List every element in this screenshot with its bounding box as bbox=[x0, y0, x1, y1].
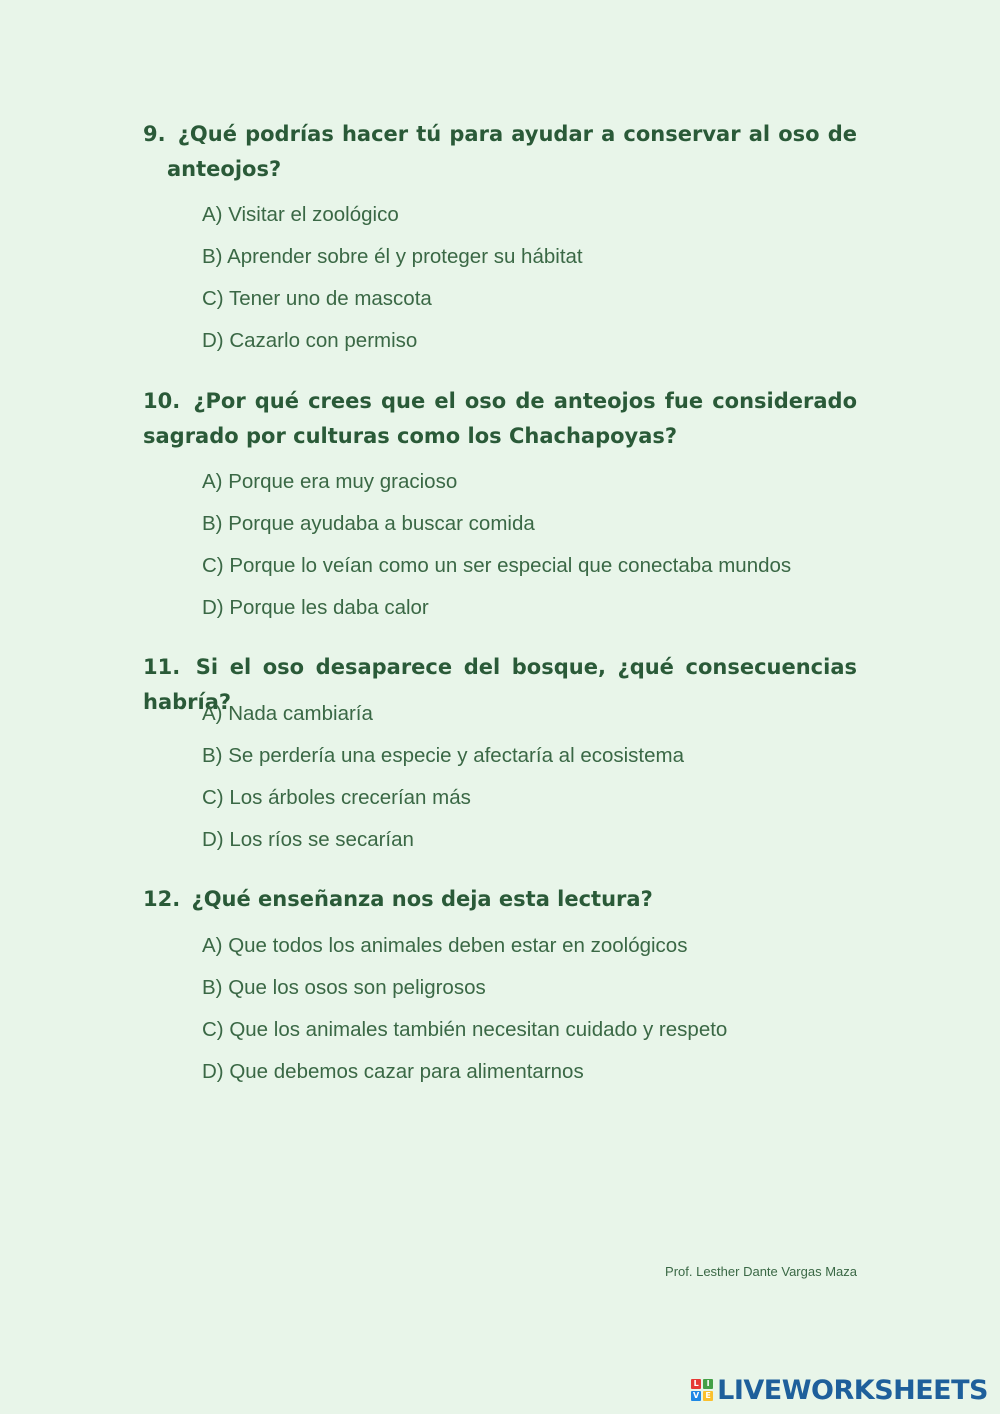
question-text: ¿Por qué crees que el oso de anteojos fue considerado sagrado por culturas como los Chachapoyas? bbox=[143, 389, 857, 448]
answer-option-b[interactable]: B) Porque ayudaba a buscar comida bbox=[202, 512, 535, 535]
answer-option-d[interactable]: D) Porque les daba calor bbox=[202, 596, 429, 619]
question-number: 11. bbox=[143, 655, 181, 679]
liveworksheets-brand[interactable] bbox=[691, 1374, 988, 1406]
answer-option-d[interactable]: D) Los ríos se secarían bbox=[202, 828, 414, 851]
question-number: 10. bbox=[143, 389, 181, 413]
answer-option-d[interactable]: D) Cazarlo con permiso bbox=[202, 329, 418, 352]
author-credit: Prof. Lesther Dante Vargas Maza bbox=[665, 1264, 857, 1279]
question-text: ¿Qué podrías hacer tú para ayudar a conservar al oso de anteojos? bbox=[167, 122, 857, 181]
answer-option-c[interactable]: C) Que los animales también necesitan cuidado y respeto bbox=[202, 1018, 728, 1041]
answer-options-10 bbox=[202, 469, 791, 637]
question-number: 12. bbox=[143, 887, 181, 911]
answer-option-b[interactable]: B) Se perdería una especie y afectaría al ecosistema bbox=[202, 744, 685, 767]
answer-option-a[interactable]: A) Porque era muy gracioso bbox=[202, 470, 458, 493]
logo-letter: I bbox=[703, 1379, 713, 1389]
answer-options-11 bbox=[202, 701, 684, 869]
question-number: 9. bbox=[143, 122, 166, 146]
answer-option-a[interactable]: A) Que todos los animales deben estar en zoológicos bbox=[202, 934, 688, 957]
answer-option-b[interactable]: B) Que los osos son peligrosos bbox=[202, 976, 486, 999]
answer-option-d[interactable]: D) Que debemos cazar para alimentarnos bbox=[202, 1060, 584, 1083]
liveworksheets-logo-icon bbox=[691, 1379, 713, 1401]
answer-options-12 bbox=[202, 933, 727, 1101]
answer-option-c[interactable]: C) Tener uno de mascota bbox=[202, 287, 432, 310]
question-9 bbox=[143, 117, 857, 187]
answer-options-9 bbox=[202, 202, 583, 370]
question-text: Si el oso desaparece del bosque, ¿qué consecuencias habría? bbox=[143, 655, 857, 714]
question-text: ¿Qué enseñanza nos deja esta lectura? bbox=[191, 887, 653, 911]
answer-option-c[interactable]: C) Porque lo veían como un ser especial que conectaba mundos bbox=[202, 554, 792, 577]
logo-letter: L bbox=[691, 1379, 701, 1389]
answer-option-c[interactable]: C) Los árboles crecerían más bbox=[202, 786, 471, 809]
answer-option-a[interactable]: A) Nada cambiaría bbox=[202, 702, 373, 725]
logo-letter: E bbox=[703, 1391, 713, 1401]
brand-name: LIVEWORKSHEETS bbox=[717, 1374, 988, 1406]
answer-option-a[interactable]: A) Visitar el zoológico bbox=[202, 203, 399, 226]
question-10 bbox=[143, 384, 857, 454]
answer-option-b[interactable]: B) Aprender sobre él y proteger su hábitat bbox=[202, 245, 583, 268]
question-12 bbox=[143, 882, 857, 917]
logo-letter: V bbox=[693, 1391, 700, 1400]
